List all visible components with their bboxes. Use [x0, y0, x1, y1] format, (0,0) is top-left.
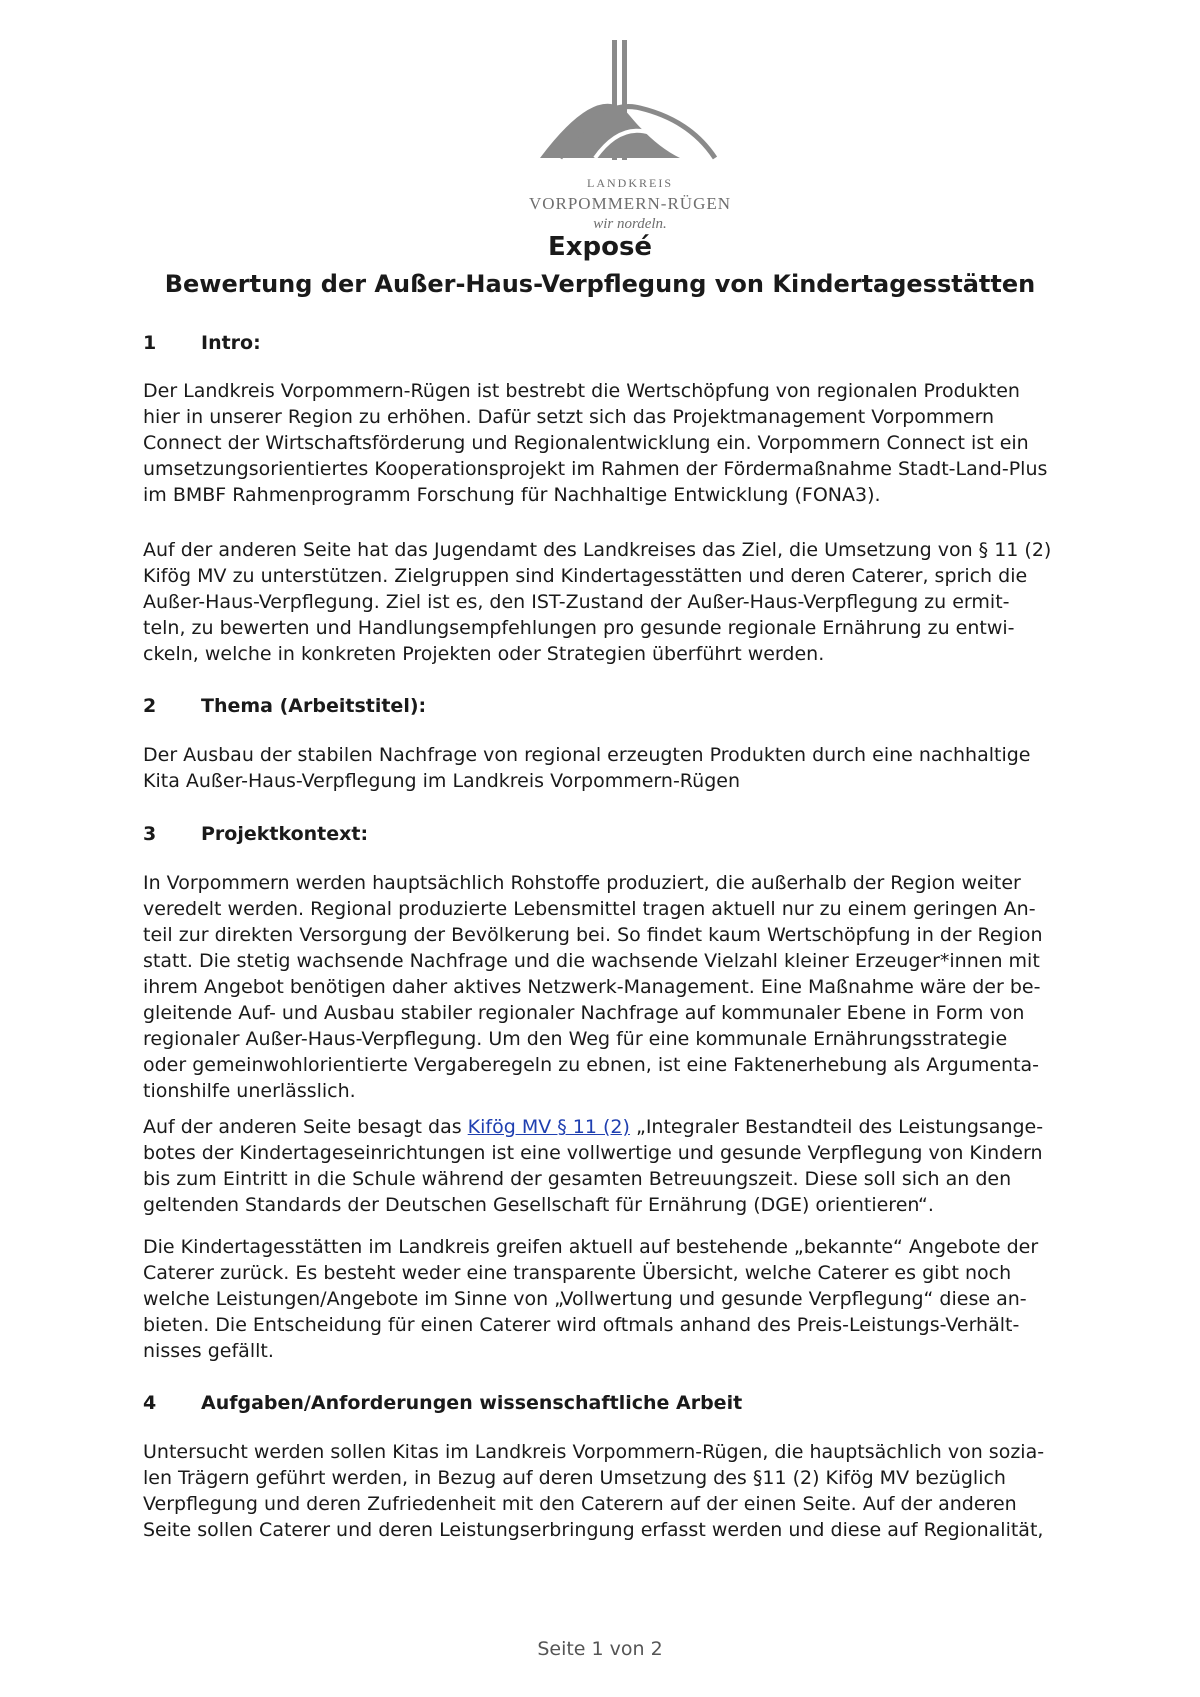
text-line: im BMBF Rahmenprogramm Forschung für Nachhaltige Entwicklung (FONA3). — [143, 484, 881, 506]
text-line: Untersucht werden sollen Kitas im Landkreis Vorpommern-Rügen, die hauptsächlich von sozia- — [143, 1441, 1045, 1463]
text-line: bis zum Eintritt in die Schule während der gesamten Betreuungszeit. Diese soll sich an den — [143, 1168, 1012, 1190]
text-line: bieten. Die Entscheidung für einen Caterer wird oftmals anhand des Preis-Leistungs-Verhält- — [143, 1314, 1020, 1336]
text-line: veredelt werden. Regional produzierte Lebensmittel tragen aktuell nur zu einem geringen An- — [143, 898, 1036, 920]
text-line: regionaler Außer-Haus-Verpflegung. Um den Weg für eine kommunale Ernährungsstrategie — [143, 1028, 1008, 1050]
text-segment: „Integraler Bestandteil des Leistungsange- — [629, 1116, 1044, 1138]
logo-text-landkreis: LANDKREIS — [587, 176, 673, 190]
text-line: Außer-Haus-Verpflegung. Ziel ist es, den IST-Zustand der Außer-Haus-Verpflegung zu ermit- — [143, 591, 1010, 613]
text-line: Caterer zurück. Es besteht weder eine transparente Übersicht, welche Caterer es gibt noch — [143, 1262, 1012, 1284]
paragraph-aufgaben-1 — [143, 1439, 1103, 1543]
section-heading-thema — [143, 695, 426, 717]
page-footer: Seite 1 von 2 — [537, 1638, 663, 1660]
text-line — [143, 1114, 1103, 1140]
paragraph-thema — [143, 742, 1103, 794]
section-title: Thema (Arbeitstitel): — [201, 695, 427, 717]
kifoeg-link[interactable]: Kifög MV § 11 (2) — [467, 1116, 630, 1138]
section-title: Projektkontext: — [201, 823, 369, 845]
text-line: geltenden Standards der Deutschen Gesellschaft für Ernährung (DGE) orientieren“. — [143, 1194, 934, 1216]
text-line: nisses gefällt. — [143, 1340, 274, 1362]
logo-slogan: wir nordeln. — [593, 216, 667, 232]
section-title: Intro: — [201, 332, 261, 354]
section-number: 3 — [143, 823, 157, 845]
text-line: Der Landkreis Vorpommern-Rügen ist bestrebt die Wertschöpfung von regionalen Produkten — [143, 380, 1020, 402]
section-title: Aufgaben/Anforderungen wissenschaftliche Arbeit — [201, 1392, 743, 1414]
paragraph-intro-1 — [143, 378, 1103, 508]
text-line: Der Ausbau der stabilen Nachfrage von regional erzeugten Produkten durch eine nachhaltige — [143, 744, 1031, 766]
paragraph-kontext-3 — [143, 1234, 1103, 1364]
bridge-logo-icon — [540, 38, 720, 178]
text-line: tionshilfe unerlässlich. — [143, 1080, 356, 1102]
text-line: welche Leistungen/Angebote im Sinne von „Vollwertung und gesunde Verpflegung“ diese an- — [143, 1288, 1027, 1310]
text-line: hier in unserer Region zu erhöhen. Dafür setzt sich das Projektmanagement Vorpommern — [143, 406, 995, 428]
section-heading-aufgaben — [143, 1392, 742, 1414]
text-line: len Trägern geführt werden, in Bezug auf deren Umsetzung des §11 (2) Kifög MV bezüglich — [143, 1467, 1006, 1489]
text-line: ckeln, welche in konkreten Projekten oder Strategien überführt werden. — [143, 643, 825, 665]
page-title: Exposé — [547, 232, 653, 262]
text-line: In Vorpommern werden hauptsächlich Rohstoffe produziert, die außerhalb der Region weiter — [143, 872, 1021, 894]
text-line: botes der Kindertageseinrichtungen ist eine vollwertige und gesunde Verpflegung von Kindern — [143, 1142, 1043, 1164]
text-line: teil zur direkten Versorgung der Bevölkerung bei. So findet kaum Wertschöpfung in der Region — [143, 924, 1043, 946]
text-line: Kifög MV zu unterstützen. Zielgruppen sind Kindertagesstätten und deren Caterer, sprich die — [143, 565, 1028, 587]
paragraph-kontext-2 — [143, 1114, 1103, 1218]
text-line: Connect der Wirtschaftsförderung und Regionalentwicklung ein. Vorpommern Connect ist ein — [143, 432, 1029, 454]
text-line: statt. Die stetig wachsende Nachfrage und die wachsende Vielzahl kleiner Erzeuger*innen mit — [143, 950, 1040, 972]
landkreis-logo — [528, 38, 732, 232]
text-line: umsetzungsorientiertes Kooperationsprojekt im Rahmen der Fördermaßnahme Stadt-Land-Plus — [143, 458, 1048, 480]
logo-text-region: VORPOMMERN-RÜGEN — [528, 194, 732, 213]
text-line: Seite sollen Caterer und deren Leistungserbringung erfasst werden und diese auf Regionalität, — [143, 1519, 1044, 1541]
section-heading-projektkontext — [143, 823, 368, 845]
text-line: Die Kindertagesstätten im Landkreis greifen aktuell auf bestehende „bekannte“ Angebote der — [143, 1236, 1039, 1258]
text-line: oder gemeinwohlorientierte Vergaberegeln zu ebnen, ist eine Faktenerhebung als Argumenta- — [143, 1054, 1040, 1076]
text-segment: Auf der anderen Seite besagt das — [143, 1116, 468, 1138]
section-heading-intro — [143, 332, 261, 354]
text-line: Auf der anderen Seite hat das Jugendamt des Landkreises das Ziel, die Umsetzung von § 11 (2) — [143, 539, 1052, 561]
text-line: gleitende Auf- und Ausbau stabiler regionaler Nachfrage auf kommunaler Ebene in Form von — [143, 1002, 1025, 1024]
section-number: 1 — [143, 332, 157, 354]
text-line: ihrem Angebot benötigen daher aktives Netzwerk-Management. Eine Maßnahme wäre der be- — [143, 976, 1041, 998]
text-line: Verpflegung und deren Zufriedenheit mit den Caterern auf der einen Seite. Auf der anderen — [143, 1493, 1017, 1515]
section-number: 2 — [143, 695, 157, 717]
text-line: Kita Außer-Haus-Verpflegung im Landkreis Vorpommern-Rügen — [143, 770, 740, 792]
paragraph-intro-2 — [143, 537, 1103, 667]
section-number: 4 — [143, 1392, 157, 1414]
text-line: teln, zu bewerten und Handlungsempfehlungen pro gesunde regionale Ernährung zu entwi- — [143, 617, 1015, 639]
page-subtitle: Bewertung der Außer-Haus-Verpflegung von Kindertagesstätten — [164, 270, 1036, 298]
paragraph-kontext-1 — [143, 870, 1103, 1104]
